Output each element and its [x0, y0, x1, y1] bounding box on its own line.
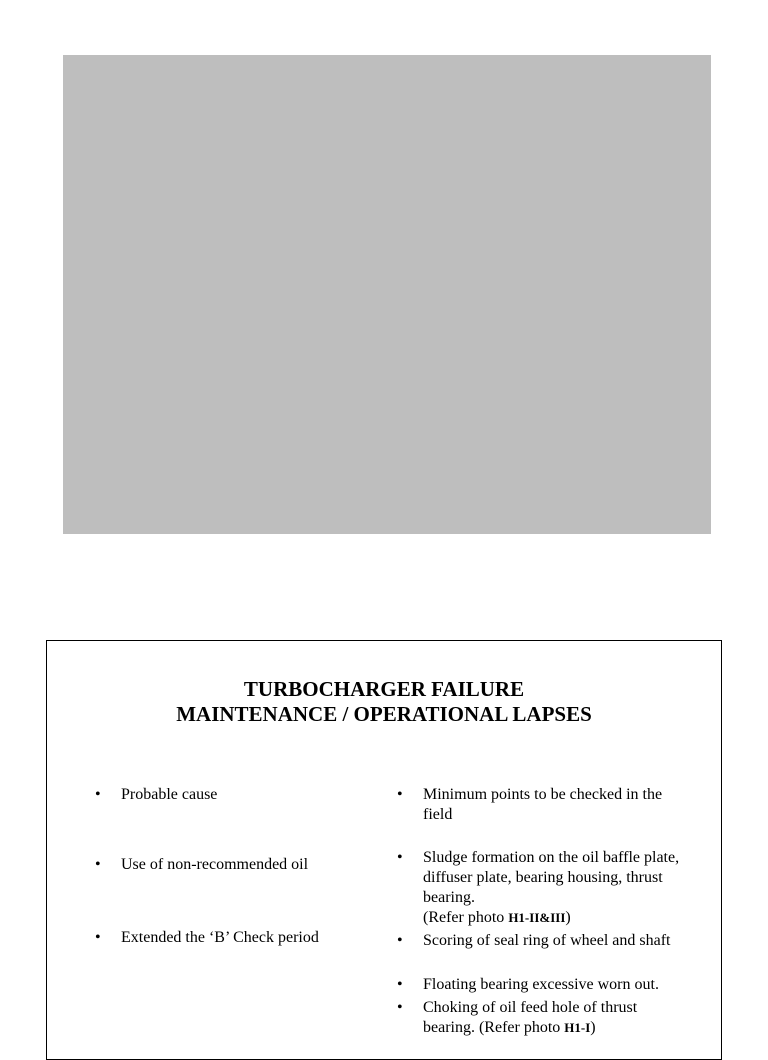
right-bullet-choking — [397, 998, 687, 1038]
photo-placeholder — [63, 55, 711, 534]
slide-title-line2: MAINTENANCE / OPERATIONAL LAPSES — [176, 702, 592, 726]
right-bullet-floating-bearing — [397, 975, 687, 995]
bullet-icon: • — [95, 929, 101, 946]
right-bullet-scoring — [397, 931, 687, 951]
photo-reference: H1-II&III — [508, 910, 566, 925]
bullet-icon: • — [95, 856, 101, 873]
right-bullet-text: Scoring of seal ring of wheel and shaft — [423, 932, 671, 949]
refer-suffix: ) — [590, 1019, 596, 1036]
slide-frame — [46, 640, 722, 1060]
slide-title — [47, 677, 721, 727]
right-bullet-text: Choking of oil feed hole of thrust bearing. (Refer photo — [423, 999, 638, 1036]
refer-suffix: ) — [565, 909, 571, 926]
right-bullet-sludge — [397, 848, 687, 928]
left-bullet-text: Probable cause — [121, 786, 218, 803]
right-bullet-text: Floating bearing excessive worn out. — [423, 976, 659, 993]
right-bullet-minimum-points — [397, 785, 687, 825]
bullet-icon: • — [397, 999, 403, 1016]
bullet-icon: • — [397, 932, 403, 949]
slide-title-line1: TURBOCHARGER FAILURE — [243, 677, 525, 701]
left-bullet-text: Extended the ‘B’ Check period — [121, 929, 319, 946]
bullet-icon: • — [95, 786, 101, 803]
bullet-icon: • — [397, 849, 403, 866]
bullet-icon: • — [397, 786, 403, 803]
left-bullet-oil — [95, 855, 345, 875]
left-bullet-check-period — [95, 928, 345, 948]
photo-reference: H1-I — [564, 1020, 591, 1035]
right-bullet-text: Minimum points to be checked in the field — [423, 786, 663, 823]
refer-prefix: (Refer photo — [423, 909, 509, 926]
right-bullet-text: Sludge formation on the oil baffle plate, diffuser plate, bearing housing, thrust bearing. — [423, 849, 680, 906]
left-bullet-probable-cause — [95, 785, 345, 805]
bullet-icon: • — [397, 976, 403, 993]
left-bullet-text: Use of non-recommended oil — [121, 856, 309, 873]
